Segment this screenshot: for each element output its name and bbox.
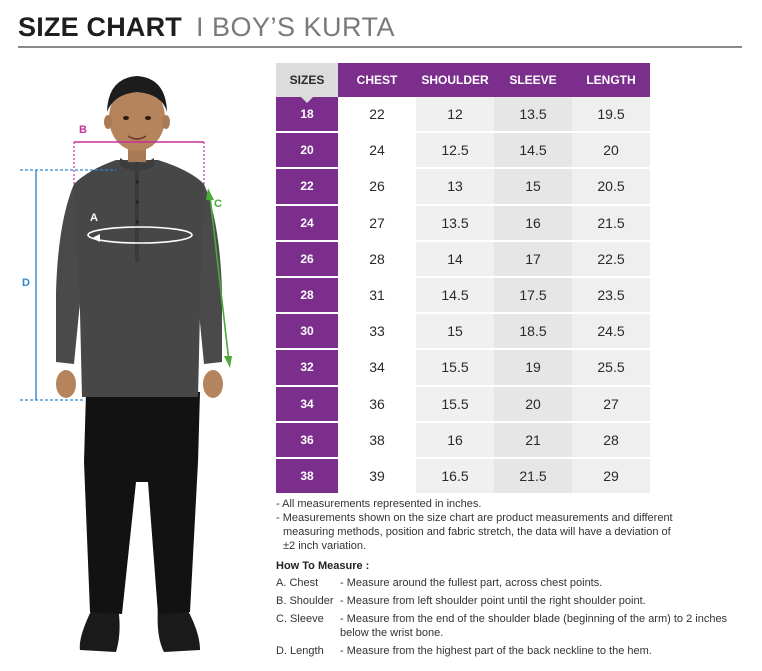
measure-definition: - Measure from the highest part of the back neckline to the hem.	[340, 645, 652, 657]
shoulder-cell: 12.5	[416, 133, 494, 169]
table-row	[276, 459, 650, 495]
size-cell: 26	[276, 242, 338, 278]
shoulder-cell: 16.5	[416, 459, 494, 495]
header-sizes: SIZES	[276, 63, 338, 97]
shoulder-cell: 15.5	[416, 387, 494, 423]
table-row	[276, 97, 650, 133]
shoulder-cell: 14	[416, 242, 494, 278]
shoulder-cell: 14.5	[416, 278, 494, 314]
measure-definition: - Measure from the end of the shoulder blade (beginning of the arm) to 2 inches below the wrist bone.	[340, 613, 728, 639]
chest-cell: 24	[338, 133, 416, 169]
measure-definition: - Measure from left shoulder point until the right shoulder point.	[340, 595, 646, 607]
title-subtitle: I BOY’S KURTA	[196, 12, 396, 42]
boy-illustration	[18, 62, 263, 662]
sleeve-cell: 21	[494, 423, 572, 459]
sleeve-cell: 15	[494, 169, 572, 205]
header-length: LENGTH	[572, 63, 650, 97]
length-cell: 19.5	[572, 97, 650, 133]
table-row	[276, 387, 650, 423]
size-cell: 38	[276, 459, 338, 495]
length-cell: 28	[572, 423, 650, 459]
size-cell: 24	[276, 206, 338, 242]
measurement-notes	[276, 497, 746, 553]
note-line: - All measurements represented in inches.	[276, 498, 482, 510]
sleeve-cell: 18.5	[494, 314, 572, 350]
measure-term: D. Length	[276, 645, 324, 657]
page-title	[18, 12, 395, 42]
list-item	[276, 576, 756, 590]
model-figure	[18, 62, 263, 662]
chest-cell: 34	[338, 350, 416, 386]
table-row	[276, 423, 650, 459]
length-cell: 25.5	[572, 350, 650, 386]
table-row	[276, 242, 650, 278]
length-cell: 21.5	[572, 206, 650, 242]
shoulder-cell: 13.5	[416, 206, 494, 242]
size-cell: 36	[276, 423, 338, 459]
chest-cell: 22	[338, 97, 416, 133]
chest-cell: 39	[338, 459, 416, 495]
measure-label-b: B	[79, 124, 87, 136]
measure-term: C. Sleeve	[276, 613, 324, 625]
size-cell: 20	[276, 133, 338, 169]
measure-definition: - Measure around the fullest part, across chest points.	[340, 577, 603, 589]
sleeve-cell: 17.5	[494, 278, 572, 314]
sleeve-cell: 13.5	[494, 97, 572, 133]
chest-cell: 36	[338, 387, 416, 423]
header-chest: CHEST	[338, 63, 416, 97]
shoulder-cell: 12	[416, 97, 494, 133]
header-shoulder: SHOULDER	[416, 63, 494, 97]
list-item	[276, 594, 756, 608]
sleeve-cell: 19	[494, 350, 572, 386]
measure-label-a: A	[90, 212, 98, 224]
sleeve-cell: 17	[494, 242, 572, 278]
title-divider	[18, 46, 742, 48]
length-cell: 24.5	[572, 314, 650, 350]
list-item	[276, 644, 756, 658]
length-cell: 20.5	[572, 169, 650, 205]
table-row	[276, 169, 650, 205]
table-row	[276, 133, 650, 169]
chest-cell: 31	[338, 278, 416, 314]
chest-cell: 26	[338, 169, 416, 205]
note-line: ±2 inch variation.	[283, 540, 367, 552]
chest-cell: 28	[338, 242, 416, 278]
note-line: measuring methods, position and fabric stretch, the data will have a deviation of	[283, 526, 671, 538]
length-cell: 22.5	[572, 242, 650, 278]
table-row	[276, 314, 650, 350]
how-to-measure-title: How To Measure :	[276, 560, 370, 572]
size-cell: 28	[276, 278, 338, 314]
table-row	[276, 278, 650, 314]
sleeve-cell: 21.5	[494, 459, 572, 495]
note-line: - Measurements shown on the size chart are product measurements and different	[276, 512, 673, 524]
chest-cell: 38	[338, 423, 416, 459]
measure-term: A. Chest	[276, 577, 319, 589]
chest-cell: 33	[338, 314, 416, 350]
size-cell: 32	[276, 350, 338, 386]
shoulder-cell: 13	[416, 169, 494, 205]
size-cell: 18	[276, 97, 338, 133]
shoulder-cell: 15.5	[416, 350, 494, 386]
table-row	[276, 206, 650, 242]
shoulder-cell: 15	[416, 314, 494, 350]
table-header-row	[276, 63, 650, 97]
sleeve-cell: 14.5	[494, 133, 572, 169]
title-main: SIZE CHART	[18, 12, 182, 42]
list-item	[276, 612, 756, 640]
shoulder-cell: 16	[416, 423, 494, 459]
length-cell: 29	[572, 459, 650, 495]
measure-label-d: D	[22, 277, 30, 289]
length-cell: 27	[572, 387, 650, 423]
header-sleeve: SLEEVE	[494, 63, 572, 97]
measure-term: B. Shoulder	[276, 595, 334, 607]
sleeve-cell: 16	[494, 206, 572, 242]
length-cell: 20	[572, 133, 650, 169]
measure-label-c: C	[214, 198, 222, 210]
size-cell: 22	[276, 169, 338, 205]
sleeve-cell: 20	[494, 387, 572, 423]
table-row	[276, 350, 650, 386]
size-table	[276, 63, 650, 495]
length-cell: 23.5	[572, 278, 650, 314]
how-to-measure-list	[276, 576, 756, 662]
size-cell: 30	[276, 314, 338, 350]
chest-cell: 27	[338, 206, 416, 242]
size-cell: 34	[276, 387, 338, 423]
